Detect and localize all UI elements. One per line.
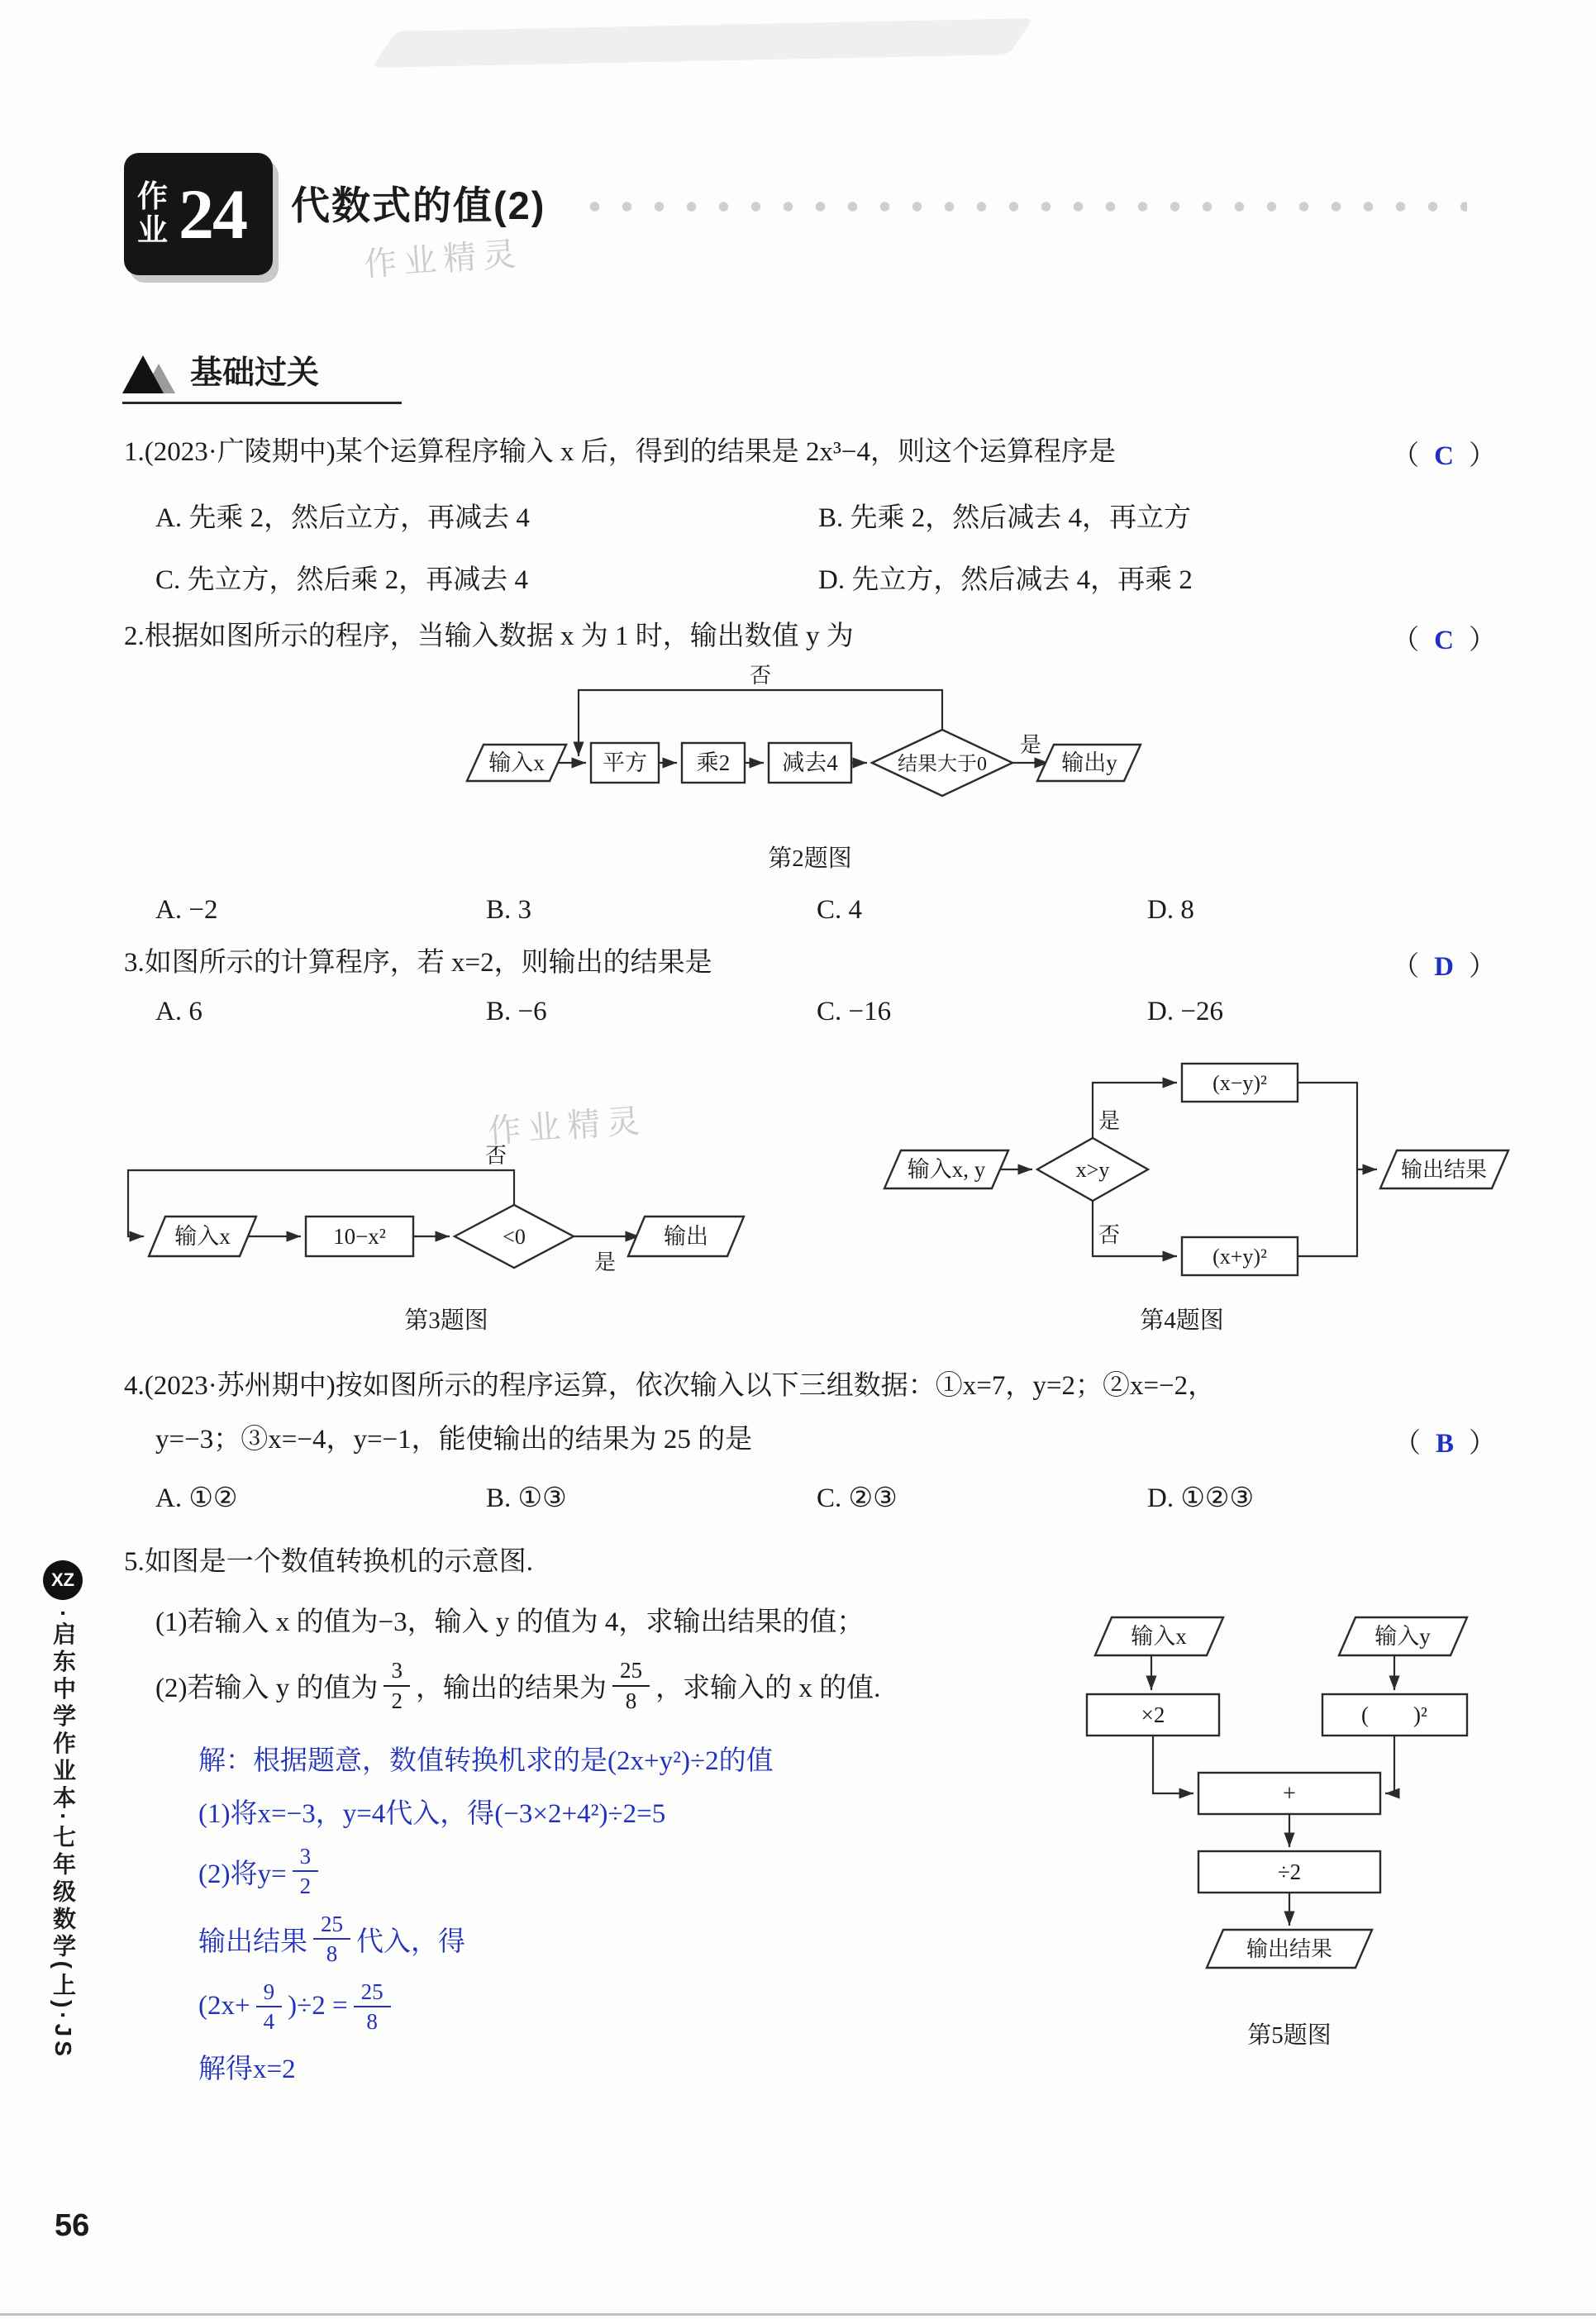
q2-option-a: A. −2	[155, 895, 218, 925]
badge-label: 作业	[137, 179, 168, 248]
q5-flow-divide2: ÷2	[1277, 1859, 1302, 1884]
q4-option-d: D. ①②③	[1147, 1483, 1255, 1514]
solution-line-1: 解：根据题意，数值转换机求的是(2x+y²)÷2的值	[198, 1745, 774, 1776]
q2-flow-input: 输入x	[488, 750, 545, 775]
solution-line-2: (1)将x=−3，y=4代入，得(−3×2+4²)÷2=5	[198, 1798, 666, 1829]
q3-option-c: C. −16	[817, 997, 892, 1026]
section-title: 基础过关	[190, 355, 320, 391]
q2-flow-step3: 减去4	[782, 750, 838, 775]
q5-flowchart	[1066, 1607, 1513, 2004]
section-header	[122, 347, 402, 404]
solution-line-4-post: 代入，得	[356, 1926, 466, 1957]
q1-option-b: B. 先乘 2，然后减去 4，再立方	[818, 502, 1192, 533]
page-title: 代数式的值(2)	[291, 183, 546, 227]
q1-answer	[1392, 434, 1496, 473]
dots-decoration	[579, 197, 1467, 217]
q2-flow-output: 输出y	[1061, 750, 1117, 775]
q2-option-d: D. 8	[1147, 895, 1194, 925]
q4-option-a: A. ①②	[155, 1483, 238, 1514]
question-5	[124, 1544, 1058, 2100]
sidebar-series-title: ·启东中学作业本·七年级数学(上)·JS	[50, 1610, 76, 2060]
q2-flow-step2: 乘2	[696, 750, 731, 775]
q2-flow-step1: 平方	[603, 750, 647, 775]
q4-flow-cond: x>y	[1075, 1158, 1110, 1182]
answer-paren-close: ）	[1469, 441, 1496, 471]
q3-figure-caption: 第3题图	[404, 1307, 488, 1334]
q4-flow-input: 输入x, y	[907, 1157, 986, 1182]
q2-figure-caption: 第2题图	[768, 845, 852, 872]
q4-option-c: C. ②③	[817, 1483, 898, 1514]
q4-answer-letter: B	[1435, 1428, 1454, 1459]
solution-line-6: 解得x=2	[198, 2055, 296, 2085]
q5-part2	[155, 1659, 1058, 1712]
q5-text: 5.如图是一个数值转换机的示意图.	[124, 1547, 533, 1577]
question-4	[124, 1368, 1496, 1514]
badge-number: 24	[179, 174, 246, 254]
solution-line-5-mid: )÷2 =	[288, 1991, 348, 2021]
answer-paren-open: （	[1393, 1428, 1421, 1459]
q5-flow-input-x: 输入x	[1131, 1624, 1187, 1649]
q3-flow-expr: 10−x²	[333, 1224, 386, 1249]
fraction-25-8: $\frac{25}{8}$	[313, 1912, 350, 1966]
fraction-25-8: $\frac{25}{8}$	[612, 1659, 650, 1712]
q3-option-b: B. −6	[486, 997, 547, 1026]
q5-flow-plus: +	[1283, 1781, 1296, 1807]
question-2	[124, 618, 1496, 925]
q2-answer-letter: C	[1434, 626, 1454, 655]
q4-line1: 4.(2023·苏州期中)按如图所示的程序运算，依次输入以下三组数据：①x=7，y=2；②x=−2，	[124, 1371, 1216, 1401]
q4-line2: y=−3；③x=−4，y=−1，能使输出的结果为 25 的是	[155, 1424, 753, 1455]
q4-flow-branch-yes: (x−y)²	[1212, 1071, 1267, 1095]
q1-option-c: C. 先立方，然后乘 2，再减去 4	[155, 564, 529, 595]
answer-paren-open: （	[1392, 441, 1420, 471]
fraction-25-8: $\frac{25}{8}$	[354, 1980, 391, 2034]
top-decoration	[372, 18, 1034, 68]
solution-line-4	[198, 1912, 1058, 1966]
q3-flow-output: 输出	[664, 1224, 708, 1249]
q3-flow-input: 输入x	[174, 1224, 231, 1249]
watermark-text: 作业精灵	[362, 236, 524, 283]
q2-text: 2.根据如图所示的程序，当输入数据 x 为 1 时，输出数值 y 为	[124, 621, 854, 651]
q5-part2-pre: (2)若输入 y 的值为	[155, 1674, 379, 1703]
q4-flow-yes-label: 是	[1098, 1109, 1121, 1133]
q4-figure-caption: 第4题图	[1140, 1307, 1224, 1334]
q5-part2-post: ，求输入的 x 的值.	[655, 1674, 881, 1703]
q5-flow-input-y: 输入y	[1374, 1624, 1431, 1649]
solution-line-5	[198, 1980, 1058, 2034]
q2-answer	[1392, 618, 1496, 657]
page-number: 56	[55, 2208, 90, 2243]
answer-paren-open: （	[1392, 626, 1420, 655]
sidebar	[43, 1560, 83, 2060]
q5-flow-output: 输出结果	[1246, 1937, 1333, 1961]
q4-option-b: B. ①③	[486, 1483, 567, 1514]
solution-line-3	[198, 1845, 1058, 1898]
answer-paren-close: ）	[1469, 1428, 1496, 1459]
q3-flowchart	[116, 1141, 777, 1290]
q2-flow-yes-label: 是	[1019, 733, 1042, 757]
solution-line-4-pre: 输出结果	[198, 1926, 307, 1957]
q5-figure-caption: 第5题图	[1247, 2022, 1332, 2049]
fraction-3-2: $\frac{3}{2}$	[293, 1845, 319, 1898]
q5-flow-square: ( )²	[1360, 1702, 1428, 1727]
answer-paren-close: ）	[1469, 626, 1496, 655]
sidebar-xz-badge: XZ	[43, 1560, 83, 1600]
q2-flow-no-label: 否	[749, 664, 772, 688]
q4-answer	[1394, 1421, 1496, 1460]
q5-flow-times2: ×2	[1141, 1702, 1165, 1727]
q5-part1: (1)若输入 x 的值为−3，输入 y 的值为 4，求输出结果的值；	[155, 1607, 865, 1637]
q5-part2-mid: ，输出的结果为	[416, 1674, 607, 1703]
question-1	[124, 434, 1496, 597]
q1-text: 1.(2023·广陵期中)某个运算程序输入 x 后，得到的结果是 2x³−4，则这个运算程序是	[124, 437, 1116, 467]
mountain-icon-front	[122, 355, 164, 393]
answer-paren-open: （	[1392, 952, 1420, 982]
homework-badge	[124, 153, 273, 275]
fraction-3-2: $\frac{3}{2}$	[384, 1659, 410, 1712]
answer-paren-close: ）	[1469, 952, 1496, 982]
page-bottom-edge	[0, 2313, 1596, 2316]
q2-flowchart	[446, 664, 1174, 833]
watermark-text: 作业精灵	[486, 1102, 648, 1150]
q2-option-c: C. 4	[817, 895, 863, 925]
q4-flow-output: 输出结果	[1400, 1158, 1488, 1182]
q1-option-a: A. 先乘 2，然后立方，再减去 4	[155, 502, 530, 533]
q3-flow-cond: <0	[503, 1225, 526, 1249]
q2-option-b: B. 3	[486, 895, 532, 925]
q1-option-d: D. 先立方，然后减去 4，再乘 2	[818, 564, 1193, 595]
q3-answer-letter: D	[1434, 952, 1454, 982]
q4-flow-branch-no: (x+y)²	[1212, 1245, 1267, 1269]
q4-flowchart	[851, 1045, 1513, 1293]
q3-option-a: A. 6	[155, 997, 202, 1026]
mountain-icon	[122, 355, 177, 393]
q2-flow-cond: 结果大于0	[898, 754, 987, 775]
q3-answer	[1392, 945, 1496, 983]
solution-line-3-text: (2)将y=	[198, 1859, 287, 1889]
q5-solution	[198, 1739, 1058, 2086]
solution-line-5-pre: (2x+	[198, 1991, 250, 2021]
q3-option-d: D. −26	[1147, 997, 1223, 1026]
q4-flow-no-label: 否	[1098, 1223, 1121, 1247]
q3-flow-no-label: 否	[484, 1144, 507, 1168]
question-3	[124, 945, 1496, 1334]
q3-text: 3.如图所示的计算程序，若 x=2，则输出的结果是	[124, 948, 712, 978]
q3-flow-yes-label: 是	[593, 1250, 617, 1274]
q1-answer-letter: C	[1434, 441, 1454, 471]
fraction-9-4: $\frac{9}{4}$	[256, 1980, 283, 2034]
